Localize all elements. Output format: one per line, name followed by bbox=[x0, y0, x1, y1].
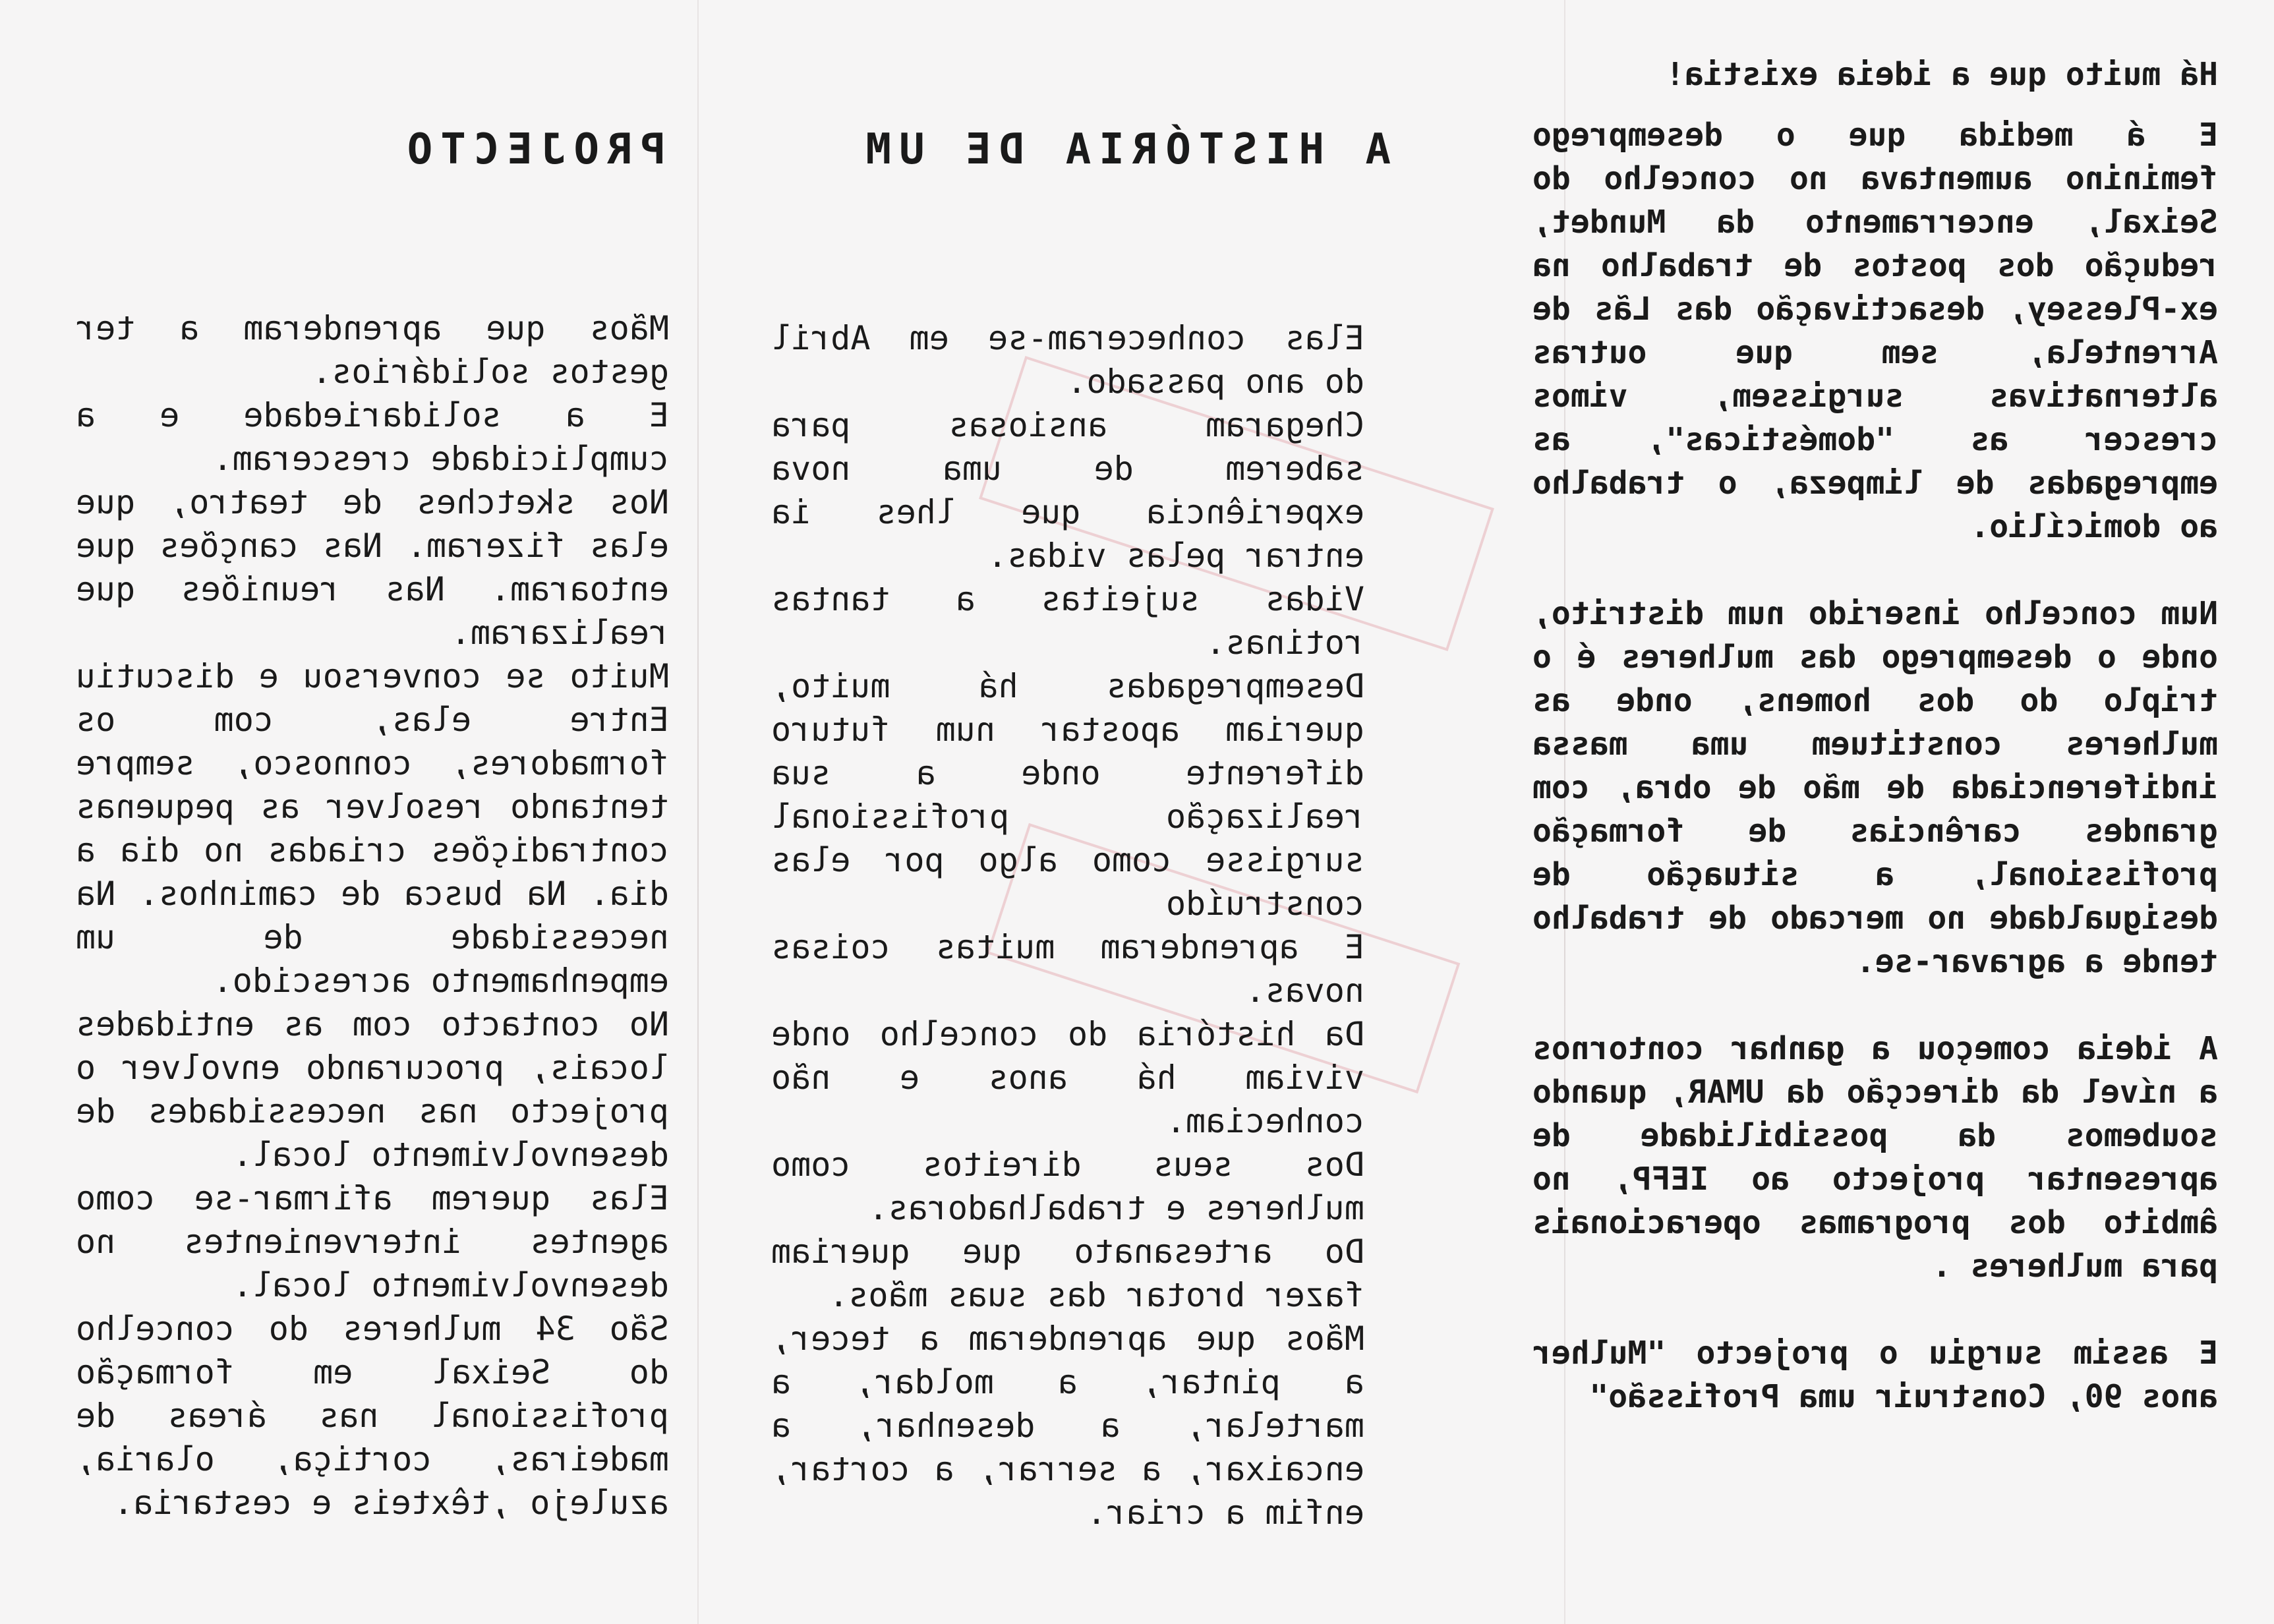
paragraph: Elas querem afirmar-se como agentes intervenientes no desenvolvimento local. bbox=[76, 1179, 669, 1304]
paragraph: Mãos que aprenderam a ter gestos solidários. bbox=[76, 309, 669, 391]
paragraph: Dos seus direitos como mulheres e trabalhadoras. bbox=[771, 1146, 1364, 1227]
paragraph: Da história do concelho onde viviam há anos e não conheciam. bbox=[771, 1015, 1364, 1140]
paragraph: Mãos que aprenderam a tecer, a pintar, a moldar, a martelar, a desenhar, a encaixar, a serrar, a cortar, enfim a criar. bbox=[771, 1320, 1364, 1532]
paragraph: E aprenderam muitas coisas novas. bbox=[771, 928, 1364, 1010]
column-right bbox=[76, 306, 669, 1524]
paragraph: Nos sketches de teatro, que elas fizeram. Nas canções que entoaram. Nas reuniões que realizaram. bbox=[76, 483, 669, 652]
column-middle bbox=[771, 316, 1364, 1534]
paragraph: Do artesanato que queriam fazer brotar das suas mãos. bbox=[771, 1232, 1364, 1314]
paragraph: Muito se conversou e discutiu Entre elas, com os formadores, connosco, sempre tentando resolver as pequenas contradições criadas no dia a dia. Na busca de caminhos. Na necessidade de um empenhamento acrescido. bbox=[76, 657, 669, 1000]
column-left bbox=[1532, 53, 2218, 1462]
paragraph: Chegaram ansiosas para saberem de uma nova experiência que lhes ia entrar pelas vidas. bbox=[771, 406, 1364, 575]
fold-line bbox=[697, 0, 699, 1624]
paragraph: E á medida que o desemprego feminino aumentava no concelho do Seixal, encerramento da Mundet, redução dos postos de trabalho na ex-Plessey, desactivação das Lãs de Arrentela, sem que outras alternativas surgissem, vimos crescer as "domésticas", as empregadas de limpeza, o trabalho ao domicílio. bbox=[1532, 117, 2218, 545]
paragraph: Num concelho inserido num distrito, onde o desemprego das mulheres é o triplo do dos homens, onde as mulheres constituem uma massa indiferenciada de mão de obra, com grandes carências de formação profissional, a situação de desigualdade no mercado de trabalho tende a agravar-se. bbox=[1532, 595, 2218, 980]
paragraph: Elas conheceram-se em Abril do ano passado. bbox=[771, 319, 1364, 401]
paragraph: E a solidariedade e a cumplicidade cresceram. bbox=[76, 396, 669, 478]
paragraph: Vidas sujeitas a tantas rotinas. bbox=[771, 580, 1364, 662]
paragraph: A ideia começou a ganhar contornos a nível da direcção da UMAR, quando soubemos da possibilidade de apresentar projecto ao IEFP, no âmbito dos programas operacionais para mulheres . bbox=[1532, 1030, 2218, 1285]
page-title: A HISTÓRIA DE UM bbox=[858, 125, 1391, 174]
paragraph: Há muito que a ideia existia! bbox=[1665, 56, 2218, 93]
paragraph: São 34 mulheres do concelho do Seixal em formação profissional nas áreas de madeiras, cortiça, olaria, azulejo ,têxteis e cestaria. bbox=[76, 1310, 669, 1522]
paragraph: Desempregadas há muito, queriam apostar num futuro diferente onde a sua realização profissional surgisse como algo por elas construído bbox=[771, 667, 1364, 923]
section-title: PROJECTO bbox=[399, 125, 666, 174]
paragraph: E assim surgiu o projecto "Mulher anos 90, Construir uma Profissão" bbox=[1532, 1335, 2218, 1415]
paragraph: No contacto com as entidades locais, procurando envolver o projecto nas necessidades de desenvolvimento local. bbox=[76, 1005, 669, 1174]
